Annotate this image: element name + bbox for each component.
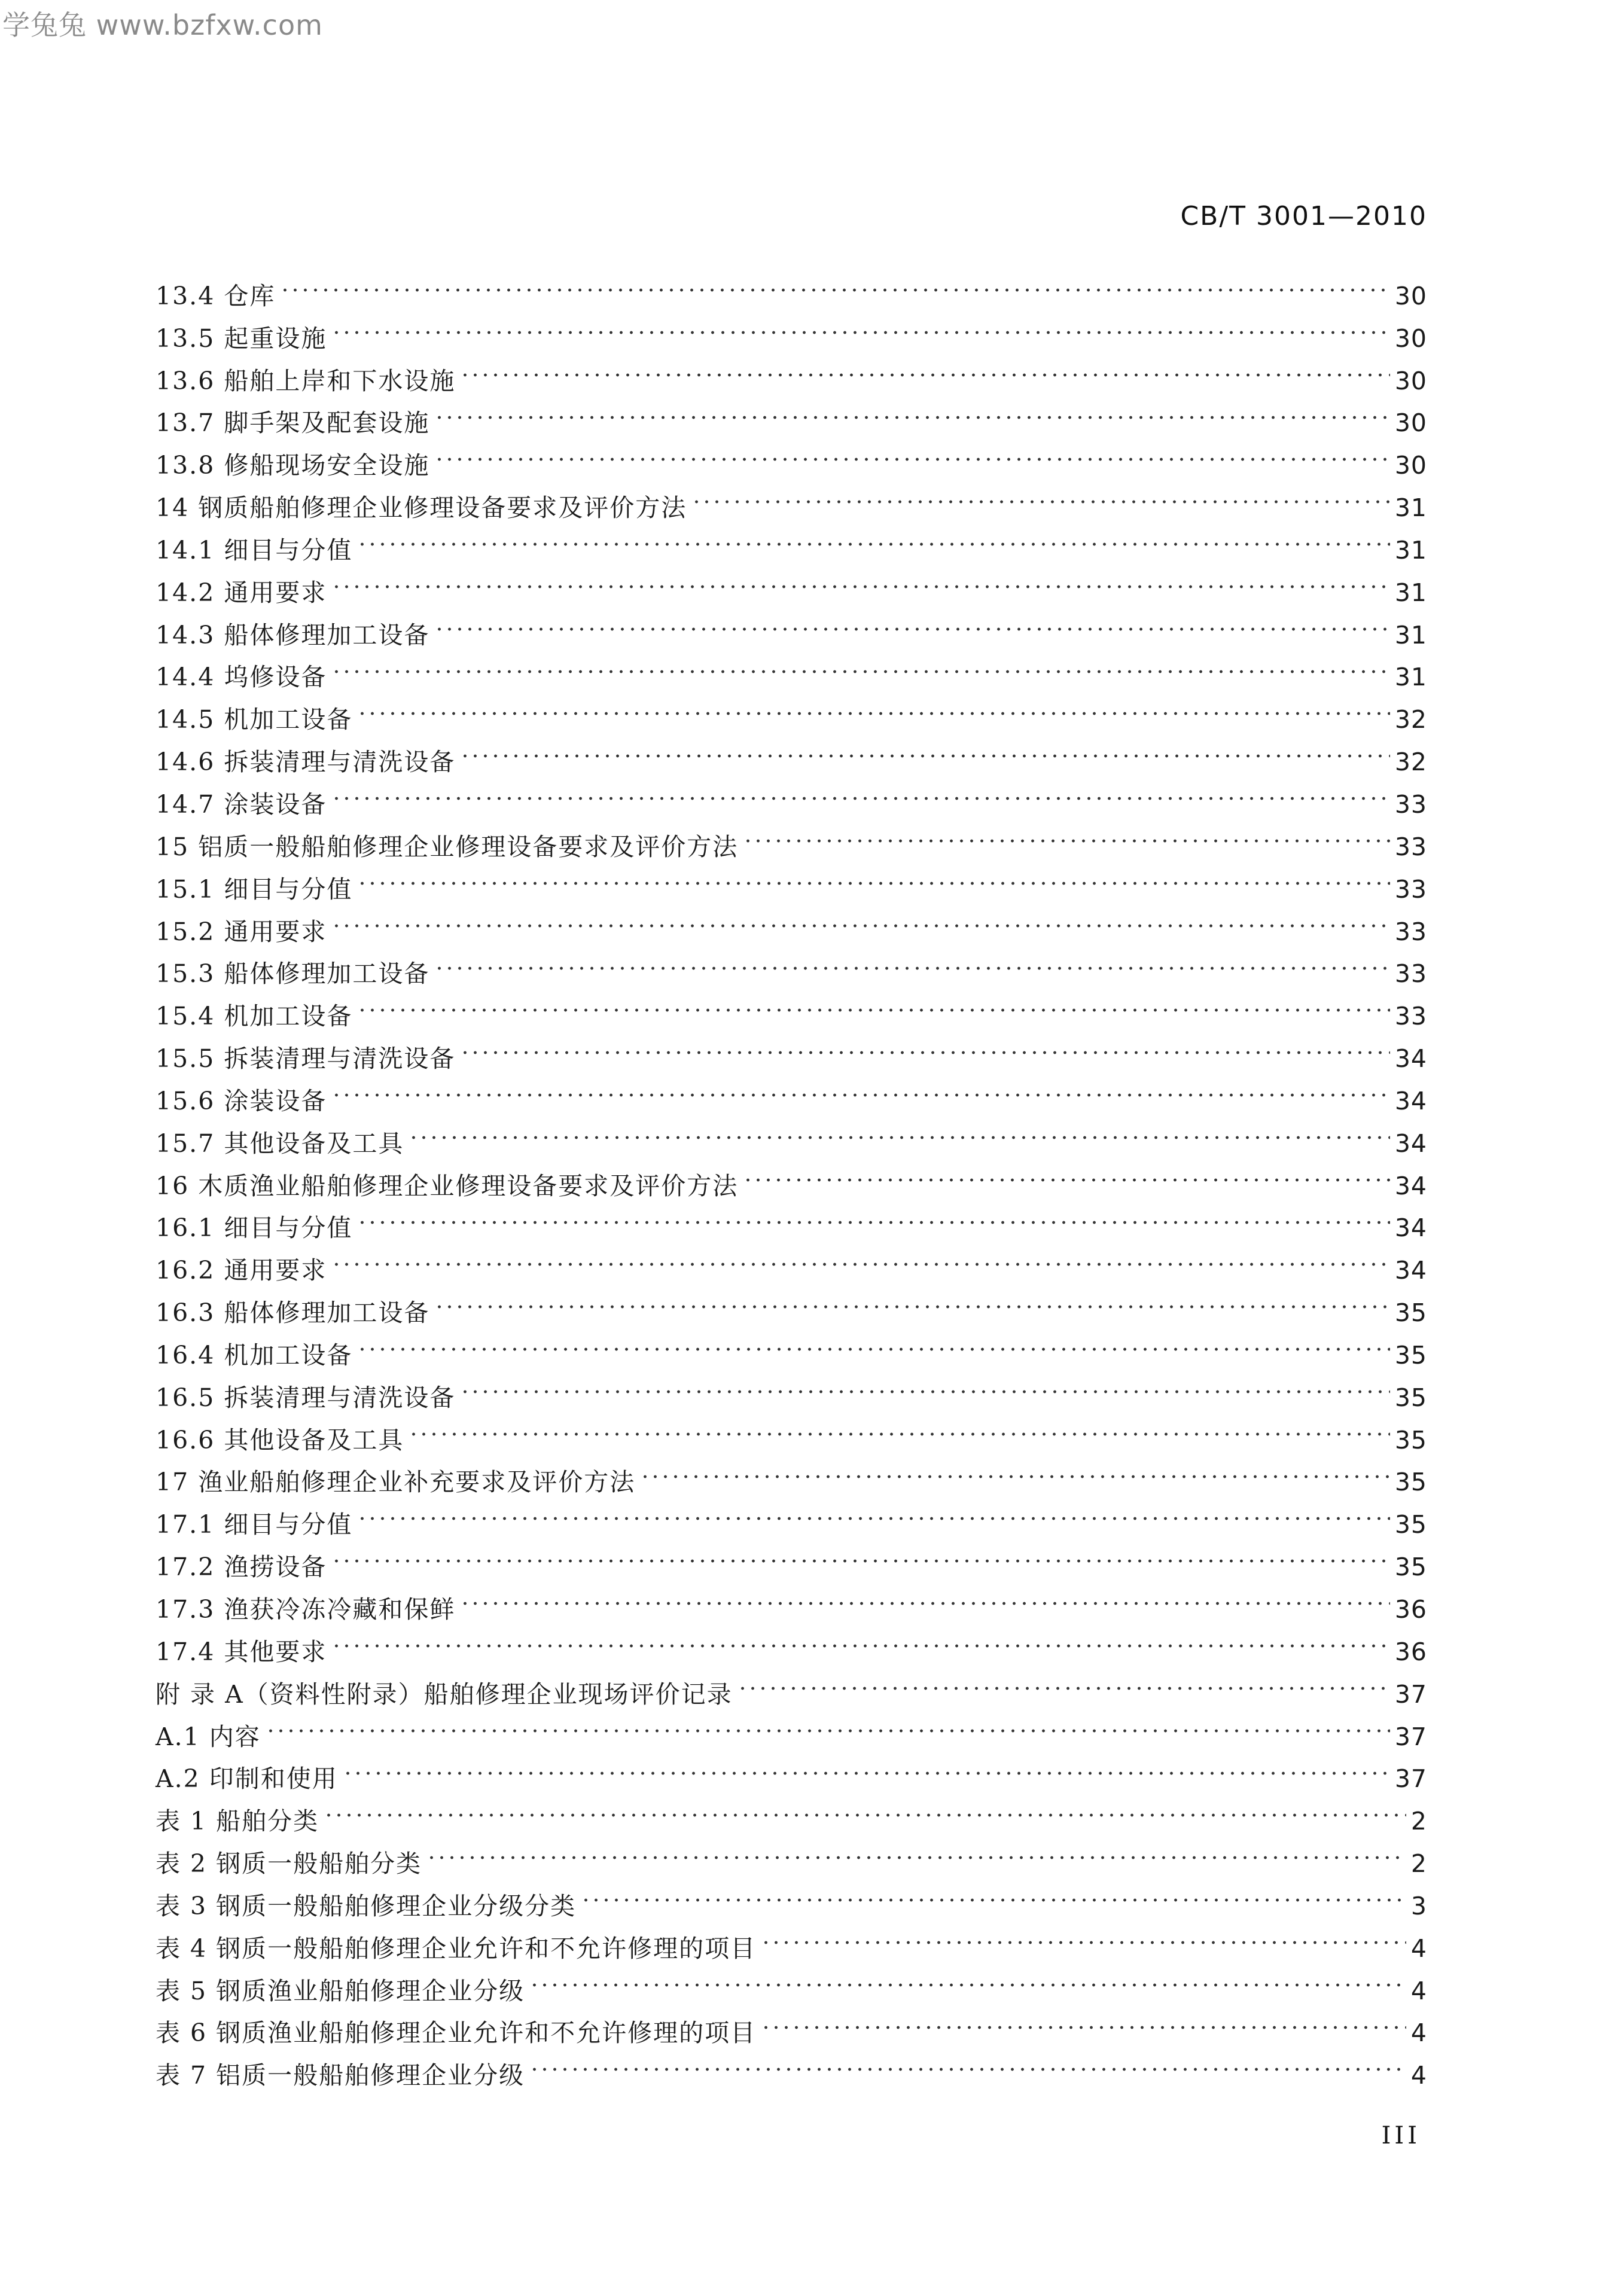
toc-entry-page: 33 — [1394, 789, 1427, 819]
toc-entry-title: 17.1 细目与分值 — [156, 1510, 353, 1539]
dot-leader — [761, 1999, 1406, 2042]
toc-entry-title: 表 7 铝质一般船舶修理企业分级 — [156, 2061, 525, 2090]
toc-entry[interactable] — [156, 685, 1427, 734]
toc-entry-page: 31 — [1394, 493, 1427, 523]
toc-entry-title: 14 钢质船舶修理企业修理设备要求及评价方法 — [156, 493, 687, 523]
toc-entry-page: 34 — [1394, 1213, 1427, 1243]
toc-entry-title: 16.2 通用要求 — [156, 1256, 327, 1285]
toc-entry-title: 13.4 仓库 — [156, 281, 276, 310]
dot-leader — [640, 1449, 1390, 1491]
dot-leader — [434, 431, 1390, 474]
toc-entry-page: 35 — [1394, 1340, 1427, 1370]
dot-leader — [426, 1830, 1406, 1872]
watermark: 学兔兔 www.bzfxw.com — [2, 9, 323, 41]
dot-leader — [529, 2041, 1406, 2084]
toc-entry-title: 13.6 船舶上岸和下水设施 — [156, 366, 456, 395]
toc-entry-page: 31 — [1394, 663, 1427, 692]
toc-entry-page: 35 — [1394, 1553, 1427, 1582]
dot-leader — [434, 389, 1390, 432]
dot-leader — [460, 1364, 1390, 1406]
toc-entry-title: A.2 印制和使用 — [156, 1764, 338, 1794]
toc-entry[interactable] — [156, 940, 1427, 989]
toc-entry[interactable] — [156, 1533, 1427, 1582]
dot-leader — [331, 1236, 1390, 1279]
table-of-contents — [156, 262, 1427, 2090]
dot-leader — [737, 1660, 1390, 1703]
toc-entry-title: 14.6 拆装清理与清洗设备 — [156, 748, 456, 777]
toc-entry-page: 37 — [1394, 1722, 1427, 1751]
toc-entry[interactable] — [156, 1575, 1427, 1624]
toc-entry[interactable] — [156, 1830, 1427, 1879]
toc-entry-title: 16.3 船体修理加工设备 — [156, 1298, 430, 1328]
toc-entry-title: 13.5 起重设施 — [156, 324, 327, 353]
dot-leader — [331, 644, 1390, 686]
toc-entry-page: 4 — [1410, 1934, 1427, 1963]
toc-entry[interactable] — [156, 770, 1427, 819]
toc-entry-title: 15 铝质一般船舶修理企业修理设备要求及评价方法 — [156, 832, 739, 861]
toc-entry-page: 35 — [1394, 1425, 1427, 1455]
dot-leader — [280, 262, 1390, 304]
toc-entry[interactable] — [156, 1660, 1427, 1709]
dot-leader — [581, 1872, 1406, 1914]
dot-leader — [434, 601, 1390, 644]
toc-entry-page: 32 — [1394, 748, 1427, 777]
dot-leader — [691, 474, 1390, 516]
toc-entry-title: 16.6 其他设备及工具 — [156, 1425, 404, 1455]
page-number: III — [1381, 2122, 1421, 2149]
toc-entry-title: 14.3 船体修理加工设备 — [156, 620, 430, 650]
dot-leader — [331, 898, 1390, 940]
toc-entry-title: 16 木质渔业船舶修理企业修理设备要求及评价方法 — [156, 1171, 739, 1200]
toc-entry[interactable] — [156, 347, 1427, 395]
dot-leader — [743, 1152, 1390, 1194]
toc-entry-title: 表 2 钢质一般船舶分类 — [156, 1849, 422, 1879]
toc-entry-page: 33 — [1394, 832, 1427, 861]
toc-entry[interactable] — [156, 601, 1427, 650]
toc-entry[interactable] — [156, 644, 1427, 692]
dot-leader — [409, 1406, 1390, 1449]
dot-leader — [434, 1279, 1390, 1321]
toc-entry[interactable] — [156, 1703, 1427, 1751]
toc-entry-page: 33 — [1394, 874, 1427, 904]
toc-entry[interactable] — [156, 1745, 1427, 1794]
toc-entry[interactable] — [156, 1236, 1427, 1285]
toc-entry-title: 15.6 涂装设备 — [156, 1086, 327, 1115]
toc-entry-page: 34 — [1394, 1129, 1427, 1158]
toc-entry-page: 37 — [1394, 1679, 1427, 1709]
toc-entry-page: 33 — [1394, 1002, 1427, 1031]
toc-entry-title: 17.3 渔获冷冻冷藏和保鲜 — [156, 1595, 456, 1624]
toc-entry-page: 30 — [1394, 451, 1427, 480]
dot-leader — [357, 982, 1390, 1024]
toc-entry-page: 31 — [1394, 535, 1427, 565]
toc-entry-title: 15.7 其他设备及工具 — [156, 1129, 404, 1158]
toc-entry[interactable] — [156, 1787, 1427, 1836]
toc-entry-title: 16.5 拆装清理与清洗设备 — [156, 1383, 456, 1412]
toc-entry-page: 33 — [1394, 917, 1427, 946]
dot-leader — [460, 347, 1390, 389]
toc-entry-title: 15.1 细目与分值 — [156, 874, 353, 904]
toc-entry-title: 17.2 渔捞设备 — [156, 1553, 327, 1582]
toc-entry-page: 30 — [1394, 281, 1427, 310]
toc-entry-title: 17 渔业船舶修理企业补充要求及评价方法 — [156, 1468, 636, 1497]
toc-entry-title: 表 5 钢质渔业船舶修理企业分级 — [156, 1976, 525, 2005]
toc-entry-page: 4 — [1410, 1976, 1427, 2005]
toc-entry-title: 15.3 船体修理加工设备 — [156, 959, 430, 989]
dot-leader — [343, 1745, 1390, 1788]
dot-leader — [434, 940, 1390, 983]
toc-entry-page: 35 — [1394, 1383, 1427, 1412]
dot-leader — [357, 855, 1390, 898]
toc-entry-page: 36 — [1394, 1637, 1427, 1666]
standard-code: CB/T 3001—2010 — [1180, 201, 1427, 231]
toc-entry-page: 34 — [1394, 1086, 1427, 1115]
toc-entry-page: 30 — [1394, 408, 1427, 438]
dot-leader — [357, 1490, 1390, 1533]
toc-entry-page: 3 — [1410, 1891, 1427, 1920]
dot-leader — [357, 1194, 1390, 1237]
dot-leader — [266, 1703, 1390, 1745]
toc-entry-page: 30 — [1394, 324, 1427, 353]
toc-entry-title: A.1 内容 — [156, 1722, 261, 1751]
toc-entry-page: 33 — [1394, 959, 1427, 989]
toc-entry-page: 34 — [1394, 1256, 1427, 1285]
toc-entry-page: 30 — [1394, 366, 1427, 395]
toc-entry[interactable] — [156, 262, 1427, 310]
toc-entry-title: 15.4 机加工设备 — [156, 1002, 353, 1031]
dot-leader — [743, 813, 1390, 855]
toc-entry-page: 34 — [1394, 1044, 1427, 1074]
dot-leader — [460, 728, 1390, 770]
dot-leader — [331, 1533, 1390, 1575]
toc-entry-page: 36 — [1394, 1595, 1427, 1624]
toc-entry-title: 表 1 船舶分类 — [156, 1807, 319, 1836]
dot-leader — [331, 1067, 1390, 1109]
toc-entry[interactable] — [156, 898, 1427, 946]
toc-entry-page: 35 — [1394, 1510, 1427, 1539]
toc-entry[interactable] — [156, 813, 1427, 861]
toc-entry-title: 14.1 细目与分值 — [156, 535, 353, 565]
toc-entry-title: 16.4 机加工设备 — [156, 1340, 353, 1370]
toc-entry[interactable] — [156, 1618, 1427, 1666]
dot-leader — [460, 1575, 1390, 1618]
toc-entry-page: 34 — [1394, 1171, 1427, 1200]
toc-entry-page: 37 — [1394, 1764, 1427, 1794]
toc-entry-page: 35 — [1394, 1468, 1427, 1497]
dot-leader — [761, 1914, 1406, 1957]
toc-entry-title: 14.7 涂装设备 — [156, 789, 327, 819]
dot-leader — [529, 1957, 1406, 1999]
dot-leader — [324, 1787, 1406, 1830]
toc-entry-title: 15.2 通用要求 — [156, 917, 327, 946]
dot-leader — [409, 1109, 1390, 1152]
toc-entry-page: 2 — [1410, 1849, 1427, 1879]
toc-entry-title: 附 录 A（资料性附录）船舶修理企业现场评价记录 — [156, 1679, 733, 1709]
dot-leader — [331, 770, 1390, 813]
dot-leader — [331, 1618, 1390, 1660]
toc-entry[interactable] — [156, 1067, 1427, 1115]
toc-entry-title: 13.8 修船现场安全设施 — [156, 451, 430, 480]
toc-entry[interactable] — [156, 1109, 1427, 1158]
toc-entry-title: 表 3 钢质一般船舶修理企业分级分类 — [156, 1891, 577, 1920]
toc-entry-title: 16.1 细目与分值 — [156, 1213, 353, 1243]
toc-entry-page: 31 — [1394, 620, 1427, 650]
toc-entry-title: 表 6 钢质渔业船舶修理企业允许和不允许修理的项目 — [156, 2018, 757, 2048]
toc-entry[interactable] — [156, 304, 1427, 353]
toc-entry-title: 13.7 脚手架及配套设施 — [156, 408, 430, 438]
toc-entry-page: 4 — [1410, 2061, 1427, 2090]
dot-leader — [331, 559, 1390, 601]
toc-entry-page: 4 — [1410, 2018, 1427, 2048]
toc-entry-page: 31 — [1394, 578, 1427, 607]
toc-entry-page: 2 — [1410, 1807, 1427, 1836]
toc-entry-page: 32 — [1394, 705, 1427, 734]
dot-leader — [357, 516, 1390, 559]
dot-leader — [460, 1024, 1390, 1067]
toc-entry-title: 14.2 通用要求 — [156, 578, 327, 607]
toc-entry-page: 35 — [1394, 1298, 1427, 1328]
dot-leader — [357, 685, 1390, 728]
toc-entry-title: 17.4 其他要求 — [156, 1637, 327, 1666]
toc-entry[interactable] — [156, 559, 1427, 607]
toc-entry-title: 表 4 钢质一般船舶修理企业允许和不允许修理的项目 — [156, 1934, 757, 1963]
dot-leader — [331, 304, 1390, 347]
toc-entry-title: 14.4 坞修设备 — [156, 663, 327, 692]
toc-entry-title: 15.5 拆装清理与清洗设备 — [156, 1044, 456, 1074]
dot-leader — [357, 1321, 1390, 1364]
toc-entry[interactable] — [156, 1279, 1427, 1328]
toc-entry-title: 14.5 机加工设备 — [156, 705, 353, 734]
